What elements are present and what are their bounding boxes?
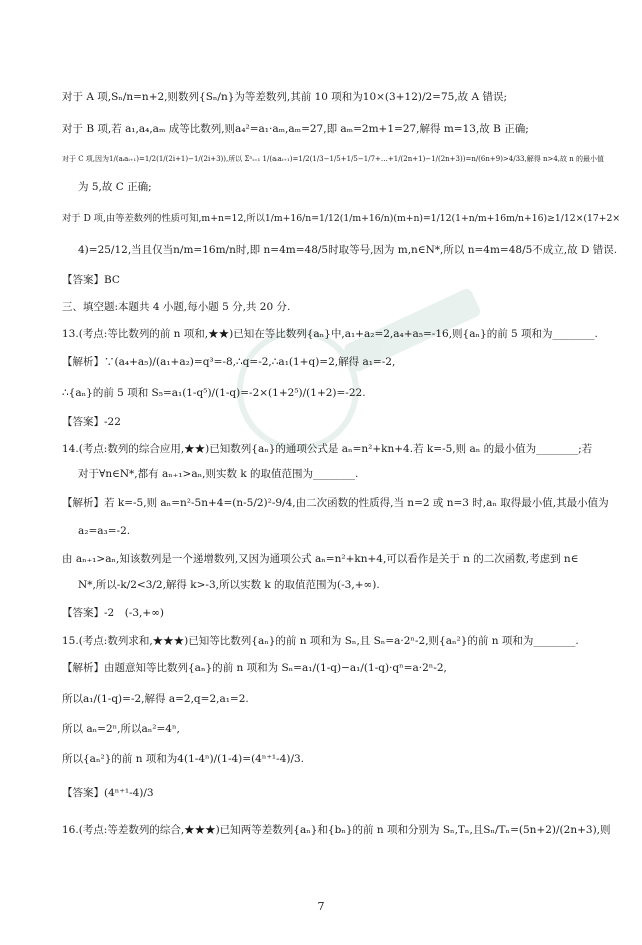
answer-15: 【答案】(4ⁿ⁺¹-4)/3 (62, 787, 154, 799)
analysis-15-line-2: 所以a₁/(1-q)=-2,解得 a=2,q=2,a₁=2. (62, 693, 249, 705)
analysis-14-line-3: N*,所以-k/2<3/2,解得 k>-3,所以实数 k 的取值范围为(-3,+∞). (78, 579, 380, 591)
text-line-option-a: 对于 A 项,Sₙ/n=n+2,则数列{Sₙ/n}为等差数列,其前 10 项和为10×(3+12)/2=75,故 A 错误; (62, 91, 507, 103)
text-line-option-c: 对于 C 项,因为1/(aᵢaᵢ₊₁)=1/2(1/(2i+1)−1/(2i+3)),所以 Σⁿᵢ₌₁ 1/(aᵢaᵢ₊₁)=1/2(1/3−1/5+1/5−1/7+…+1/(2n+1)−1/(2n+3))=n/(6n+9)>4/33,解得 n>4,故 n 的最小值 (62, 155, 604, 163)
answer-line: 【答案】BC (62, 274, 120, 286)
analysis-14-line-2: 由 aₙ₊₁>aₙ,知该数列是一个递增数列,又因为通项公式 aₙ=n²+kn+4,可以看作是关于 n 的二次函数,考虑到 n∈ (62, 553, 579, 565)
analysis-15: 【解析】由题意知等比数列{aₙ}的前 n 项和为 Sₙ=a₁/(1-q)−a₁/(1-q)·qⁿ=a·2ⁿ-2, (62, 662, 447, 674)
text-line-option-c-cont: 为 5,故 C 正确; (78, 181, 152, 193)
text-line-option-d-cont: 4)=25/12,当且仅当n/m=16m/n时,即 n=4m=48/5时取等号,因为 m,n∈N*,所以 n=4m=48/5不成立,故 D 错误. (78, 244, 618, 256)
text-line-option-b: 对于 B 项,若 a₁,a₄,aₘ 成等比数列,则a₄²=a₁·aₘ,aₘ=27,即 aₘ=2m+1=27,解得 m=13,故 B 正确; (62, 123, 529, 135)
question-14-cont: 对于∀n∈N*,都有 aₙ₊₁>aₙ,则实数 k 的取值范围为________. (78, 468, 359, 480)
question-15: 15.(考点:数列求和,★★★)已知等比数列{aₙ}的前 n 项和为 Sₙ,且 Sₙ=a·2ⁿ-2,则{aₙ²}的前 n 项和为________. (62, 635, 579, 647)
question-16: 16.(考点:等差数列的综合,★★★)已知两等差数列{aₙ}和{bₙ}的前 n 项和分别为 Sₙ,Tₙ,且Sₙ/Tₙ=(5n+2)/(2n+3),则 (62, 824, 611, 836)
analysis-14-cont: a₂=a₃=-2. (78, 525, 131, 537)
analysis-15-line-3: 所以 aₙ=2ⁿ,所以aₙ²=4ⁿ, (62, 723, 180, 735)
question-13: 13.(考点:等比数列的前 n 项和,★★)已知在等比数列{aₙ}中,a₁+a₂=2,a₄+a₅=-16,则{aₙ}的前 5 项和为________. (62, 328, 598, 340)
question-14: 14.(考点:数列的综合应用,★★)已知数列{aₙ}的通项公式是 aₙ=n²+kn+4.若 k=-5,则 aₙ 的最小值为________;若 (62, 443, 593, 455)
text-line-option-d: 对于 D 项,由等差数列的性质可知,m+n=12,所以1/m+16/n=1/12(1/m+16/n)(m+n)=1/12(1+n/m+16m/n+16)≥1/12×(17+2× (62, 213, 621, 224)
answer-13: 【答案】-22 (62, 416, 121, 428)
analysis-14: 【解析】若 k=-5,则 aₙ=n²-5n+4=(n-5/2)²-9/4,由二次函数的性质得,当 n=2 或 n=3 时,aₙ 取得最小值,其最小值为 (62, 497, 609, 509)
answer-14: 【答案】-2 (-3,+∞) (62, 607, 165, 619)
analysis-13: 【解析】∵(a₄+a₅)/(a₁+a₂)=q³=-8,∴q=-2,∴a₁(1+q)=2,解得 a₁=-2, (62, 356, 396, 368)
page-number: 7 (317, 900, 325, 913)
analysis-15-line-4: 所以{aₙ²}的前 n 项和为4(1-4ⁿ)/(1-4)=(4ⁿ⁺¹-4)/3. (62, 753, 305, 765)
section-heading: 三、填空题:本题共 4 小题,每小题 5 分,共 20 分. (62, 301, 291, 313)
analysis-13-cont: ∴{aₙ}的前 5 项和 S₅=a₁(1-q⁵)/(1-q)=-2×(1+2⁵)/(1+2)=-22. (62, 387, 366, 399)
